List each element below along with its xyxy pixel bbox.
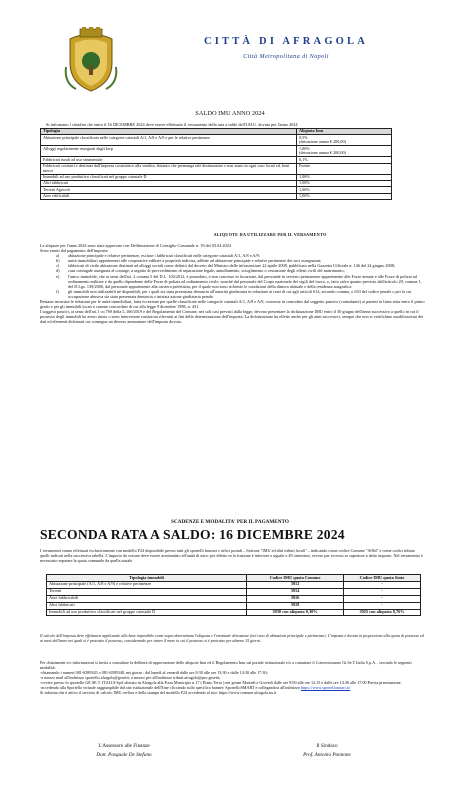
- contact-info: [40, 660, 424, 695]
- rate-type: Terreni Agricoli: [41, 187, 297, 193]
- code-type: Altri fabbricati: [47, 602, 247, 609]
- tax-codes-table: [46, 574, 421, 616]
- rates-header-rate: Aliquota Imu: [297, 129, 392, 135]
- declaration-paragraph: I soggetti passivi, ai sensi dell'art.1 co.769 della L.160/2019 e del Regolamento del Comune, nei soli casi previsti dalla legge, devono presentare la dichiarazione IMU entro il 30 giugno dell'anno successivo a quello in cui il possesso degli immobili ha avuto inizio o sono intervenute variazioni rilevanti ai fini della determinazione dell'imposta. La dichiarazione ha effetto anche per gli anni successivi, sempre che non si verifichino modificazioni dei dati ed elementi dichiarati cui consegua un diverso ammontare dell'imposta dovuta.: [40, 309, 424, 325]
- code-type: Immobili ad uso produttivo classificati nel gruppo catastale D: [47, 609, 247, 616]
- contact-office: -ovvero presso lo sportello GE.SE.T. ITALIA SpA ubicato in Afragola alla P.zza Municipio n.17 ( Piano Terra ) nei giorni Martedì e Giovedì dalle ore 9:00 alle ore 12:15 e dalle ore 14:30 alle 17:00 Previa prenotazione.: [40, 680, 402, 685]
- table-row: [41, 193, 392, 199]
- exemptions-list: [40, 253, 425, 299]
- rate-value: 0,1%: [297, 157, 392, 163]
- table-row: [47, 588, 421, 595]
- rate-type: Abitazione principale classificata nelle categorie catastali A/1, A/8 e A/9 e per le relative pertinenze: [41, 135, 297, 146]
- rate-value: 1,06% (detrazione annua € 200,00): [297, 146, 392, 157]
- list-letter: e): [56, 273, 60, 279]
- table-row: [41, 146, 392, 157]
- online-text: -accedendo alla Sportello virtuale raggiungibile dal sito istituzionale dell'Ente cliccando sullo specifico banner: SportelloSMART e collegandosi all'indirizzo: [40, 685, 300, 690]
- body-text: [40, 243, 425, 325]
- rates-table: [40, 128, 392, 200]
- code-type: Abitazione principale (A/1, A/8 e A/9) e relative pertinenze: [47, 581, 247, 588]
- contact-intro: Per chiarimenti e/o informazioni si invita a consultare la delibera di approvazione delle aliquote Imu ed il Regolamento Imu sul portale istituzionale e/o a contattare il Concessionario Gi.Se.T Italia S.p.A. , secondo le seguenti modalità:: [40, 660, 412, 670]
- code-comune: 3912: [247, 581, 344, 588]
- list-text: gli immobili non utilizzabili né disponibili, per i quali sia stata presentata denuncia all'autorità giudiziaria in relazione ai reati di cui agli articoli 614, secondo comma, o 633 del codice penale o per la cui occupazione abusiva sia stata presentata denuncia o iniziata azione giudiziaria penale.: [68, 288, 412, 299]
- contact-email: -a mezzo mail all'indirizzo sportello.afragola@gesetit; a mezzo pec all'indirizzo tributi.afragola@pec.gesetit;: [40, 675, 221, 680]
- rate-value: Esente: [297, 163, 392, 174]
- list-text: unità immobiliari appartenenti alle cooperative edilizie a proprietà indivisa, adibite ad abitazione principale e relative pertinenze dei soci assegnatari;: [68, 258, 322, 264]
- table-row: [47, 609, 421, 616]
- rate-type: Immobili ad uso produttivo classificati nel gruppo catastale D: [41, 174, 297, 180]
- list-text: casa coniugale assegnata al coniuge, a seguito di provvedimento di separazione legale, annullamento, scioglimento o cessazione degli effetti civili del matrimonio;: [68, 268, 345, 274]
- rate-value: 1,06%: [297, 193, 392, 199]
- codes-header-type: Tipologia immobili: [47, 575, 247, 582]
- payment-instructions: I versamenti vanno effettuati esclusivamente con modello F24 disponibile presso tutti gli sportelli bancari e uffici postali – Sezione "IMU ed altri tributi locali" – indicando come codice Comune "A064" e come codici tributo quelli indicati nella successiva tabella. L'importo da versare deve essere arrotondato all'unità di euro: per difetto se la frazione è inferiore o uguale a 49 centesimi, ovvero per eccesso se superiore a detto importo. Nel versamento è necessario separare la quota comunale da quella statale: [40, 548, 423, 563]
- table-row: [41, 163, 392, 174]
- reductions-paragraph: Restano invariate le riduzioni per le unità immobiliari, fatta eccezione per quelle classificate nelle categorie catastali A/1, A/8 e A/9, concesse in comodato dal soggetto passivo (comodante) ai parenti in linea retta entro il primo grado e per gli immobili locati a canone concordato di cui alla legge 9 dicembre 1998, n. 431.: [40, 299, 425, 310]
- code-type: Terreni: [47, 588, 247, 595]
- list-letter: f): [56, 288, 59, 294]
- list-letter: d): [56, 268, 60, 274]
- code-stato: 3925 con aliquota 0,76%: [344, 609, 421, 616]
- code-comune: 3918: [247, 602, 344, 609]
- rate-value: 0,5% (detrazione annua € 200,00): [297, 135, 392, 146]
- list-letter: b): [56, 258, 60, 264]
- mayor-name: Prof. Antonio Pannone: [303, 752, 351, 758]
- list-item: [56, 289, 425, 299]
- approval-paragraph: Le aliquote per l'anno 2024 sono state approvate con Deliberazione di Consiglio Comunale n. 19 del 03.04.2024: [40, 243, 231, 248]
- list-item: [56, 274, 425, 289]
- table-row: [47, 595, 421, 602]
- city-crest-icon: [62, 27, 120, 93]
- code-stato: -: [344, 581, 421, 588]
- document-title: SALDO IMU ANNO 2024: [195, 110, 265, 117]
- code-comune: 3916: [247, 595, 344, 602]
- list-text: l'unico immobile, che ai sensi dell'art. 2 comma 5 del D.L. 102/2012, è posseduto, e non concesso in locazione, dal personale in servizio permanente appartenente alle Forze armate e alle Forze di polizia ad ordinamento militare e da quello dipendente delle Forze di polizia ad ordinamento civile, nonché dal personale del Corpo nazionale dei vigili del fuoco, e, fatto salvo quanto previsto dall'articolo 28, comma 1, del D.Lgs. 139/2000, dal personale appartenente alla carriera prefettizia, per il quale non sono richieste le condizioni della dimora abituale e della residenza anagrafica: [68, 273, 422, 289]
- code-comune: 3930 con aliquota 0,30%: [247, 609, 344, 616]
- sportellosmart-link[interactable]: https://www.sportellosmart.it/: [300, 685, 351, 690]
- city-subtitle: Città Metropolitana di Napoli: [243, 53, 329, 60]
- rate-type: Alloggi regolarmente assegnati dagli Iacp: [41, 146, 297, 157]
- code-comune: 3914: [247, 588, 344, 595]
- rate-type: Aree edificabili: [41, 193, 297, 199]
- rate-type: Fabbricati costruiti e destinati dall'impresa costruttrice alla vendita, fintanto che permanga tale destinazione e non siano in ogni caso locati ed. beni merce: [41, 163, 297, 174]
- table-row: [41, 135, 392, 146]
- code-stato: -: [344, 602, 421, 609]
- rates-header-type: Tipologia: [41, 129, 297, 135]
- list-text: abitazione principale e relative pertinenze, escluse i fabbricati classificati nelle categorie catastali A/1, A/8 e A/9;: [68, 253, 260, 259]
- city-name: CITTÀ DI AFRAGOLA: [203, 36, 369, 47]
- calculation-note: Il calcolo dell'imposta deve effettuarsi applicando alla base imponibile come sopra determinata l'aliquota e l'eventuale detrazione (nel caso di abitazione principale e pertinenze). L'imposta è dovuta in proporzione alla quota di possesso ed ai mesi dell'anno nei quali si è protratto il possesso, considerando per intero il mese in cui il possesso si è protratto per almeno 15 giorni.: [40, 633, 424, 643]
- codes-header-comune: Codice IMU quota Comune: [247, 575, 344, 582]
- table-row: [47, 602, 421, 609]
- intro-text: Si informano i cittadini che entro il 16 DICEMBRE 2024 deve essere effettuato il versamento della rata a saldo dell'I.M.U. dovuta per l'anno 2024: [46, 122, 298, 127]
- payment-section-title: SECONDA RATA A SALDO: 16 DICEMBRE 2024: [40, 527, 345, 542]
- list-letter: c): [56, 263, 60, 269]
- assessor-name: Dott. Pasquale De Stefano: [96, 752, 152, 758]
- rate-value: 1,06%: [297, 187, 392, 193]
- code-stato: -: [344, 588, 421, 595]
- list-letter: a): [56, 253, 60, 259]
- rate-type: Fabbricati rurali ad uso strumentale: [41, 157, 297, 163]
- codes-header-stato: Codice IMU quota Stato: [344, 575, 421, 582]
- code-stato: -: [344, 595, 421, 602]
- exemptions-intro: Sono esenti dal pagamento dell'imposta:: [40, 248, 109, 254]
- mayor-role: Il Sindaco: [316, 743, 338, 749]
- rate-type: Altri fabbricati: [41, 181, 297, 187]
- code-type: Aree fabbricabili: [47, 595, 247, 602]
- table-row: [47, 581, 421, 588]
- rate-value: 1,06%: [297, 174, 392, 180]
- rate-value: 1,06%: [297, 181, 392, 187]
- payment-section-subtitle: SCADENZE E MODALITA' PER IL PAGAMENTO: [171, 519, 289, 525]
- calc-service-text: Si informa che è attivo il servizio di calcolo IMU on-line e della stampa del modello F24 accedendo al sito: https://www.comune.afragola.na.it: [40, 690, 277, 695]
- contact-phone: -chiamando i numeri 081-6589345 o 081-6589348, nei giorni : dal lunedì al venerdì dalle ore 8:30 alle ore 13:30 e dalle 14:30 alle 17:30;: [40, 670, 268, 675]
- assessor-role: L'Assessore alle Finanze: [98, 743, 150, 749]
- rates-caption: ALIQUOTE DA UTILIZZARE PER IL VERSAMENTO: [213, 232, 327, 237]
- list-text: fabbricati di civile abitazione destinati ad alloggi sociali come definiti dal decreto del Ministro delle infrastrutture 22 aprile 2008, pubblicato nella Gazzetta Ufficiale n. 146 del 24 giugno 2008;: [68, 263, 396, 269]
